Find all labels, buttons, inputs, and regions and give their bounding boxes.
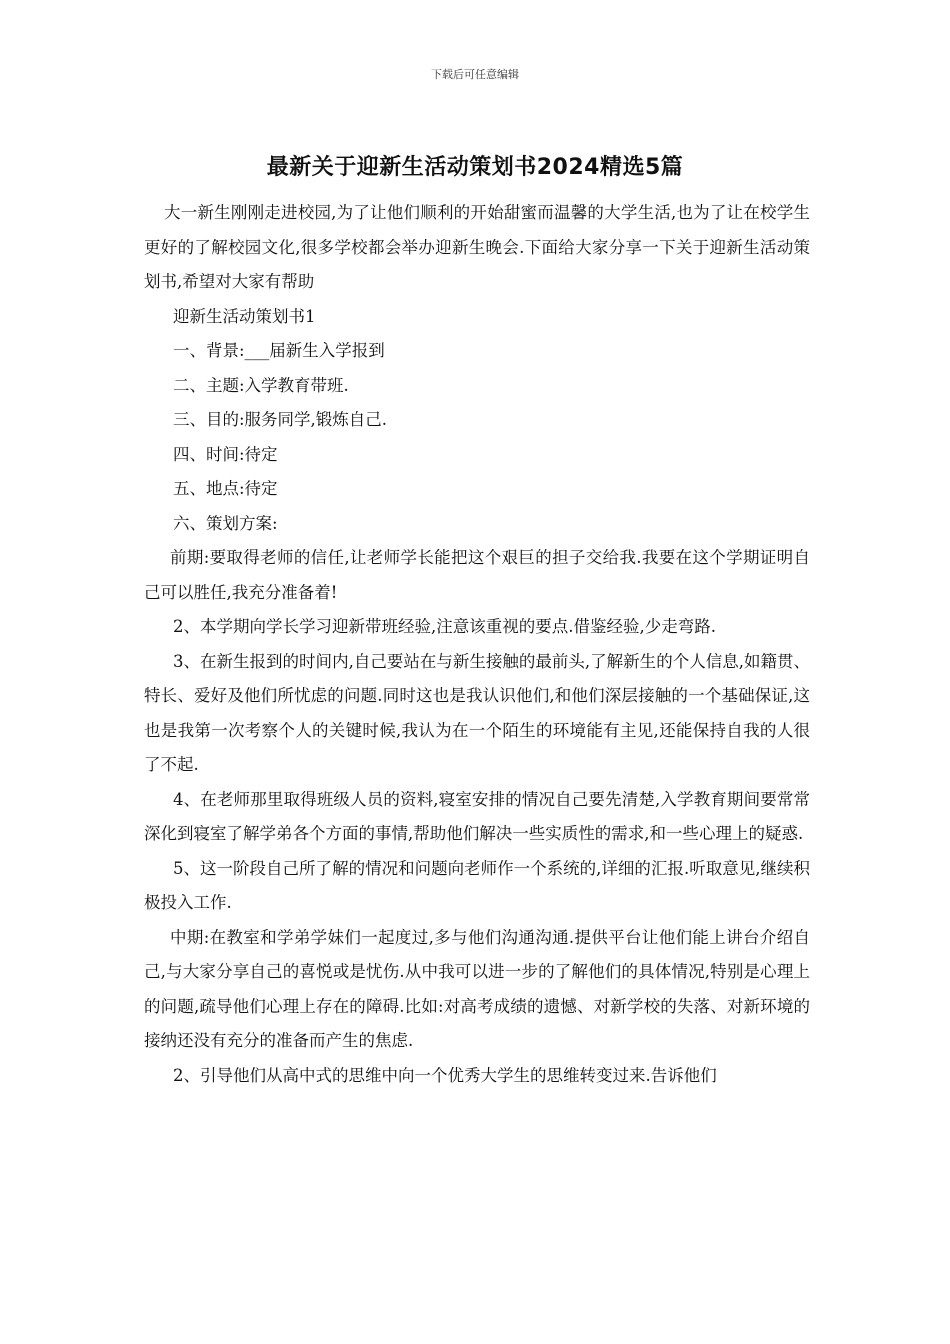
- paragraph: 3、在新生报到的时间内,自己要站在与新生接触的最前头,了解新生的个人信息,如籍贯、特长、爱好及他们所忧虑的问题.同时这也是我认识他们,和他们深层接触的一个基础保证,这也是我第一次考察个人的关键时候,我认为在一个陌生的环境能有主见,还能保持自我的人很了不起.: [144, 651, 810, 774]
- paragraph: 一、背景:___届新生入学报到: [173, 341, 385, 360]
- paragraph: 大一新生刚刚走进校园,为了让他们顺利的开始甜蜜而温馨的大学生活,也为了让在校学生更好的了解校园文化,很多学校都会举办迎新生晚会.下面给大家分享一下关于迎新生活动策划书,希望对大家有帮助: [144, 203, 810, 291]
- document-title: 最新关于迎新生活动策划书2024精选5篇: [266, 155, 684, 180]
- paragraph: 二、主题:入学教育带班.: [173, 375, 349, 395]
- page-header-note: 下载后可任意编辑: [431, 68, 519, 81]
- paragraph: 五、地点:待定: [173, 479, 278, 498]
- paragraph: 2、本学期向学长学习迎新带班经验,注意该重视的要点.借鉴经验,少走弯路.: [173, 617, 716, 636]
- paragraph: 4、在老师那里取得班级人员的资料,寝室安排的情况自己要先清楚,入学教育期间要常常深化到寝室了解学弟各个方面的事情,帮助他们解决一些实质性的需求,和一些心理上的疑惑.: [144, 789, 810, 843]
- paragraph: 迎新生活动策划书1: [173, 306, 316, 326]
- paragraph: 六、策划方案:: [173, 513, 278, 533]
- paragraph: 2、引导他们从高中式的思维中向一个优秀大学生的思维转变过来.告诉他们: [173, 1065, 717, 1085]
- paragraph: 三、目的:服务同学,锻炼自己.: [173, 410, 388, 429]
- paragraph: 四、时间:待定: [173, 444, 278, 464]
- paragraph: 中期:在教室和学弟学妹们一起度过,多与他们沟通沟通.提供平台让他们能上讲台介绍自己,与大家分享自己的喜悦或是忧伤.从中我可以进一步的了解他们的具体情况,特别是心理上的问题,疏导他们心理上存在的障碍.比如:对高考成绩的遗憾、对新学校的失落、对新环境的接纳还没有充分的准备而产生的焦虑.: [144, 927, 810, 1050]
- paragraph: 前期:要取得老师的信任,让老师学长能把这个艰巨的担子交给我.我要在这个学期证明自己可以胜任,我充分准备着!: [144, 548, 810, 602]
- document-body: [144, 196, 810, 1093]
- paragraph: 5、这一阶段自己所了解的情况和问题向老师作一个系统的,详细的汇报.听取意见,继续积极投入工作.: [144, 858, 810, 912]
